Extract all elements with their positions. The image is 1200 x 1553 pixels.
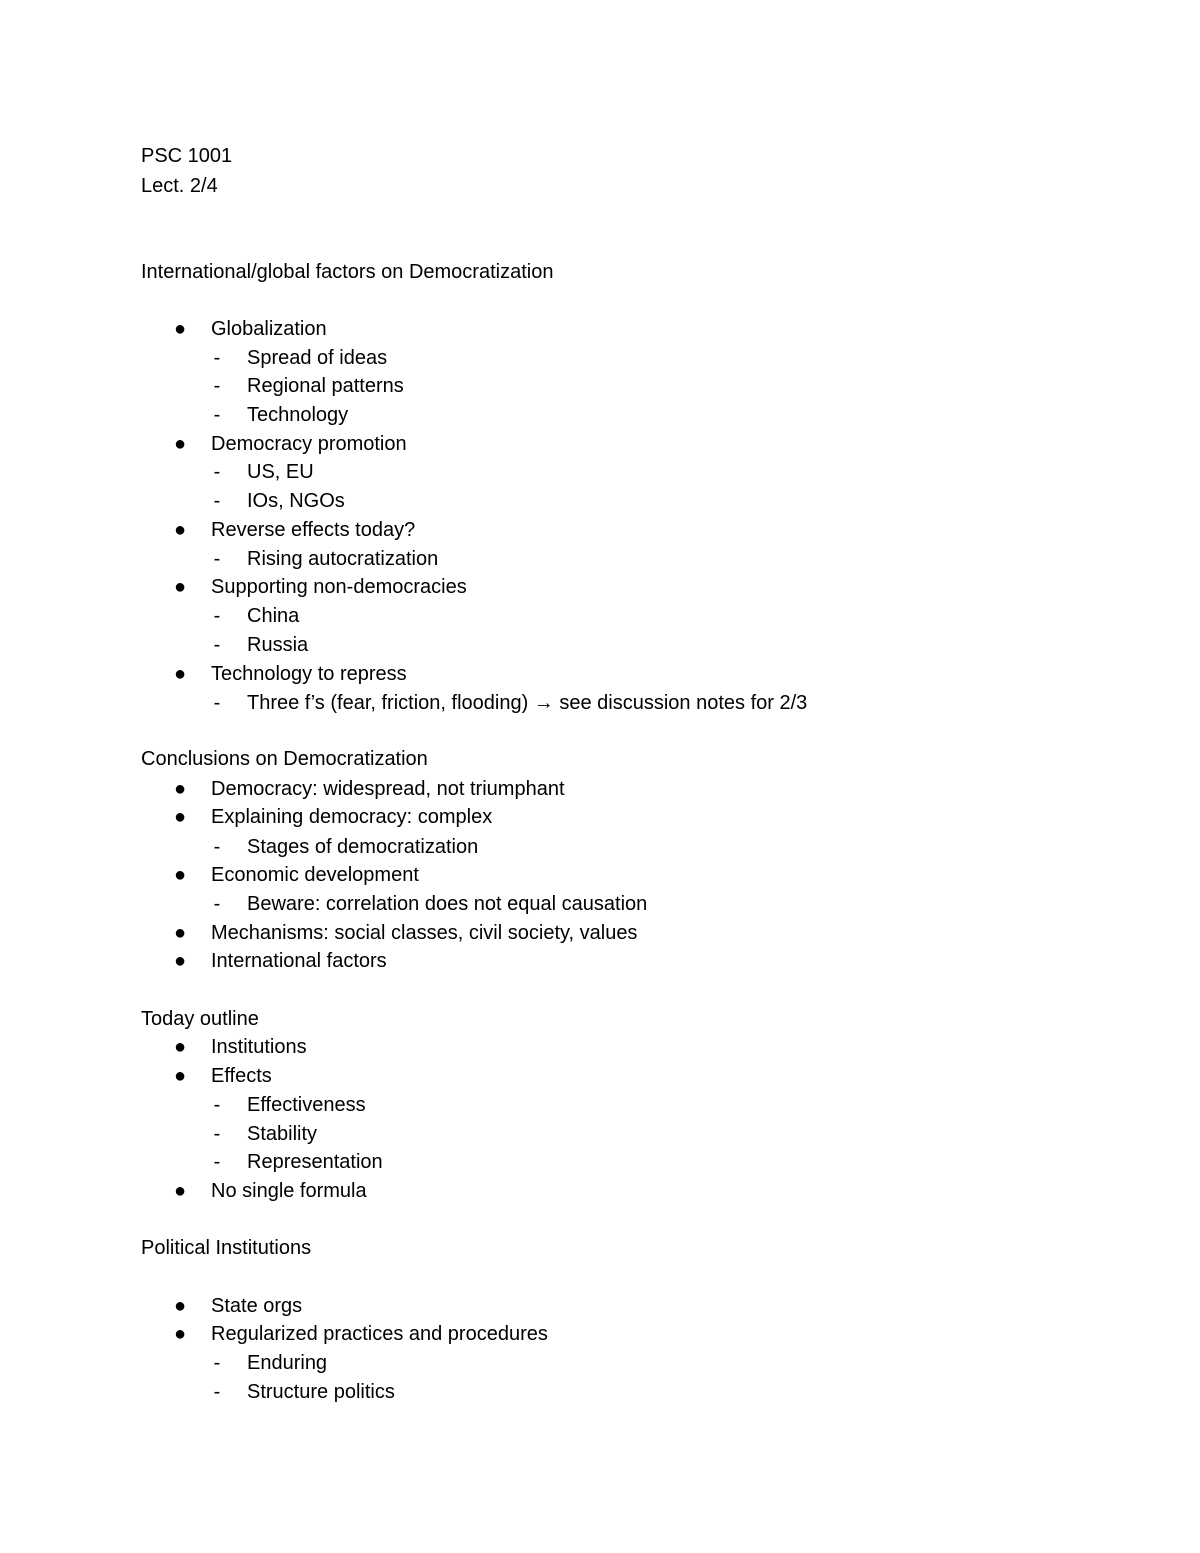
sub-item-text: Regional patterns	[247, 375, 404, 397]
sub-item-text: Enduring	[247, 1352, 328, 1374]
sub-item	[0, 1349, 1200, 1377]
list-item-text: Economic development	[211, 864, 419, 886]
section-heading: International/global factors on Democratization	[141, 261, 554, 283]
list-item-text: No single formula	[211, 1180, 367, 1202]
list-item	[0, 1292, 1200, 1320]
bullet-icon: ●	[173, 950, 187, 972]
dash-icon: -	[213, 1151, 221, 1173]
bullet-icon: ●	[173, 318, 187, 340]
sub-item	[0, 833, 1200, 861]
sub-item	[0, 372, 1200, 400]
list-item	[0, 660, 1200, 688]
sub-item-text: US, EU	[247, 461, 314, 483]
course-code: PSC 1001	[141, 145, 233, 167]
list-item	[0, 1177, 1200, 1205]
list-item	[0, 315, 1200, 343]
dash-icon: -	[213, 490, 221, 512]
dash-icon: -	[213, 605, 221, 627]
list-item-text: Supporting non-democracies	[211, 576, 467, 598]
list-item	[0, 947, 1200, 975]
dash-icon: -	[213, 1352, 221, 1374]
list-item-text: Regularized practices and procedures	[211, 1323, 548, 1345]
sub-item	[0, 344, 1200, 372]
list-item	[0, 1062, 1200, 1090]
dash-icon: -	[213, 634, 221, 656]
list-item-text: Democracy: widespread, not triumphant	[211, 778, 565, 800]
bullet-icon: ●	[173, 922, 187, 944]
sub-item	[0, 1378, 1200, 1406]
bullet-icon: ●	[173, 1180, 187, 1202]
sub-item-text: Stability	[247, 1123, 318, 1145]
sub-item-text: Beware: correlation does not equal causation	[247, 893, 648, 915]
list-item	[0, 861, 1200, 889]
dash-icon: -	[213, 836, 221, 858]
sub-item	[0, 890, 1200, 918]
bullet-icon: ●	[173, 778, 187, 800]
dash-icon: -	[213, 461, 221, 483]
sub-item-text: Structure politics	[247, 1381, 395, 1403]
list-item-text: Democracy promotion	[211, 433, 407, 455]
sub-item-text: Rising autocratization	[247, 548, 439, 570]
sub-item	[0, 1120, 1200, 1148]
dash-icon: -	[213, 1381, 221, 1403]
bullet-icon: ●	[173, 519, 187, 541]
sub-item-text: IOs, NGOs	[247, 490, 345, 512]
dash-icon: -	[213, 548, 221, 570]
bullet-icon: ●	[173, 576, 187, 598]
sub-item	[0, 401, 1200, 429]
list-item-text: Explaining democracy: complex	[211, 806, 493, 828]
list-item	[0, 1033, 1200, 1061]
list-item	[0, 919, 1200, 947]
sub-item-text: Russia	[247, 634, 309, 656]
dash-icon: -	[213, 375, 221, 397]
sub-item	[0, 1148, 1200, 1176]
list-item-text: Institutions	[211, 1036, 307, 1058]
list-item	[0, 573, 1200, 601]
bullet-icon: ●	[173, 1323, 187, 1345]
dash-icon: -	[213, 1123, 221, 1145]
list-item-text: Reverse effects today?	[211, 519, 416, 541]
bullet-icon: ●	[173, 1065, 187, 1087]
list-item-text: State orgs	[211, 1295, 303, 1317]
bullet-icon: ●	[173, 864, 187, 886]
lecture-date: Lect. 2/4	[141, 175, 218, 197]
list-item	[0, 430, 1200, 458]
section-heading: Political Institutions	[141, 1237, 312, 1259]
bullet-icon: ●	[173, 663, 187, 685]
bullet-icon: ●	[173, 433, 187, 455]
dash-icon: -	[213, 893, 221, 915]
sub-item-text: Effectiveness	[247, 1094, 366, 1116]
list-item-text: Effects	[211, 1065, 272, 1087]
bullet-icon: ●	[173, 1295, 187, 1317]
sub-item	[0, 487, 1200, 515]
dash-icon: -	[213, 404, 221, 426]
dash-icon: -	[213, 347, 221, 369]
list-item	[0, 516, 1200, 544]
sub-item-text: China	[247, 605, 300, 627]
sub-item	[0, 1091, 1200, 1119]
list-item-text: Globalization	[211, 318, 327, 340]
sub-item-text: Technology	[247, 404, 349, 426]
sub-item-text: Three f’s (fear, friction, flooding) → see discussion notes for 2/3	[247, 692, 808, 714]
list-item	[0, 1320, 1200, 1348]
list-item	[0, 775, 1200, 803]
dash-icon: -	[213, 1094, 221, 1116]
bullet-icon: ●	[173, 1036, 187, 1058]
sub-item-text: Stages of democratization	[247, 836, 479, 858]
sub-item	[0, 689, 1200, 717]
sub-item-text: Spread of ideas	[247, 347, 388, 369]
list-item-text: International factors	[211, 950, 387, 972]
sub-item-text: Representation	[247, 1151, 383, 1173]
bullet-icon: ●	[173, 806, 187, 828]
sub-item	[0, 545, 1200, 573]
sub-item	[0, 458, 1200, 486]
list-item-text: Technology to repress	[211, 663, 407, 685]
list-item	[0, 803, 1200, 831]
sub-item	[0, 602, 1200, 630]
section-heading: Conclusions on Democratization	[141, 748, 428, 770]
list-item-text: Mechanisms: social classes, civil society, values	[211, 922, 638, 944]
sub-item	[0, 631, 1200, 659]
section-heading: Today outline	[141, 1008, 259, 1030]
dash-icon: -	[213, 692, 221, 714]
